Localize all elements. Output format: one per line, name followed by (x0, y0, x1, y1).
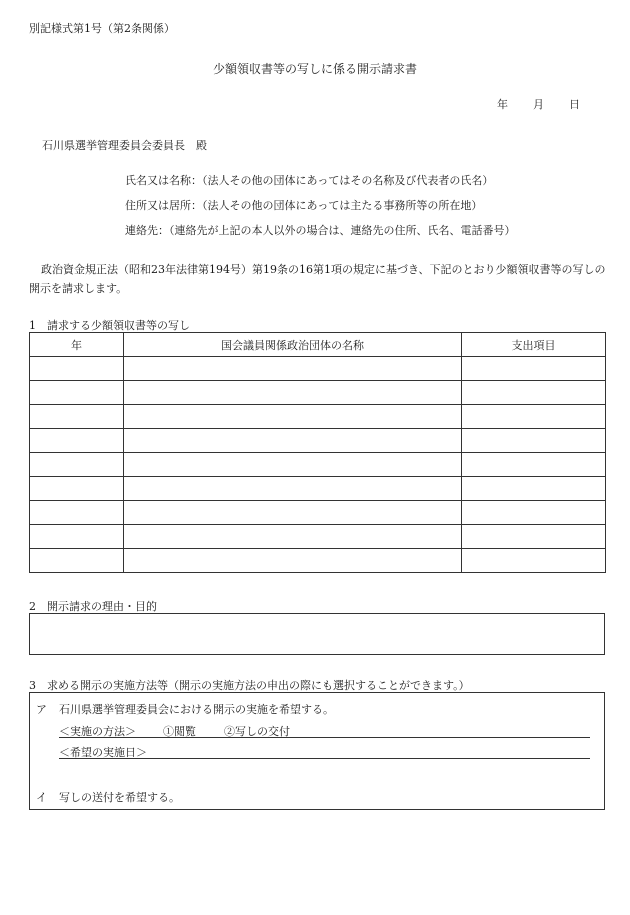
organization-cell[interactable] (124, 477, 462, 501)
applicant-contact-field[interactable]: 連絡先：（連絡先が上記の本人以外の場合は、連絡先の住所、氏名、電話番号） (125, 224, 516, 237)
method-copy-option[interactable]: ②写しの交付 (224, 725, 290, 738)
document-title: 少額領収書等の写しに係る開示請求書 (212, 62, 417, 76)
year-cell[interactable] (30, 429, 124, 453)
organization-cell[interactable] (124, 501, 462, 525)
table-row (30, 453, 606, 477)
date-year: 年 (497, 98, 508, 111)
applicant-address-field[interactable]: 住所又は居所：（法人その他の団体にあっては主たる事務所等の所在地） (125, 199, 483, 212)
organization-cell[interactable] (124, 429, 462, 453)
option-b-text[interactable]: 写しの送付を希望する。 (59, 791, 180, 804)
expense-item-cell[interactable] (462, 549, 606, 573)
expense-item-cell[interactable] (462, 501, 606, 525)
table-header-row (30, 333, 606, 357)
year-cell[interactable] (30, 549, 124, 573)
method-label: ＜実施の方法＞ (59, 725, 136, 738)
year-cell[interactable] (30, 525, 124, 549)
table-row (30, 381, 606, 405)
table-row (30, 405, 606, 429)
desired-date-label: ＜希望の実施日＞ (59, 746, 147, 759)
expense-item-cell[interactable] (462, 477, 606, 501)
disclosure-method-box (29, 692, 605, 810)
option-a-text[interactable]: 石川県選挙管理委員会における開示の実施を希望する。 (59, 703, 334, 716)
section1-heading: 1 請求する少額領収書等の写し (29, 319, 190, 332)
request-paragraph: 政治資金規正法（昭和23年法律第194号）第19条の16第1項の規定に基づき、下記のとおり少額領収書等の写しの開示を請求します。 (29, 263, 606, 295)
section2-heading: 2 開示請求の理由・目的 (29, 600, 157, 613)
column-header-expense-item: 支出項目 (462, 333, 606, 357)
expense-item-cell[interactable] (462, 453, 606, 477)
table-row (30, 357, 606, 381)
organization-cell[interactable] (124, 357, 462, 381)
expense-item-cell[interactable] (462, 357, 606, 381)
reason-purpose-field[interactable] (29, 613, 605, 655)
option-a-marker: ア (36, 703, 47, 716)
expense-item-cell[interactable] (462, 429, 606, 453)
organization-cell[interactable] (124, 453, 462, 477)
addressee: 石川県選挙管理委員会委員長 殿 (42, 139, 207, 152)
section3-heading: 3 求める開示の実施方法等（開示の実施方法の申出の際にも選択することができます。） (29, 679, 470, 692)
method-inspection-option[interactable]: ①閲覧 (163, 725, 196, 738)
column-header-year: 年 (30, 333, 124, 357)
desired-date-line[interactable] (59, 744, 590, 759)
year-cell[interactable] (30, 357, 124, 381)
year-cell[interactable] (30, 477, 124, 501)
year-cell[interactable] (30, 405, 124, 429)
option-b-marker: イ (36, 791, 47, 804)
organization-cell[interactable] (124, 381, 462, 405)
table-row (30, 549, 606, 573)
date-month: 月 (533, 98, 544, 111)
applicant-name-field[interactable]: 氏名又は名称：（法人その他の団体にあってはその名称及び代表者の氏名） (125, 174, 494, 187)
table-row (30, 429, 606, 453)
organization-cell[interactable] (124, 549, 462, 573)
request-table (29, 332, 606, 573)
method-line (59, 723, 590, 738)
date-day: 日 (569, 98, 580, 111)
expense-item-cell[interactable] (462, 381, 606, 405)
expense-item-cell[interactable] (462, 525, 606, 549)
expense-item-cell[interactable] (462, 405, 606, 429)
year-cell[interactable] (30, 501, 124, 525)
form-label: 別記様式第1号（第2条関係） (29, 22, 175, 35)
organization-cell[interactable] (124, 525, 462, 549)
table-row (30, 501, 606, 525)
column-header-organization: 国会議員関係政治団体の名称 (124, 333, 462, 357)
table-row (30, 525, 606, 549)
year-cell[interactable] (30, 453, 124, 477)
table-row (30, 477, 606, 501)
year-cell[interactable] (30, 381, 124, 405)
organization-cell[interactable] (124, 405, 462, 429)
